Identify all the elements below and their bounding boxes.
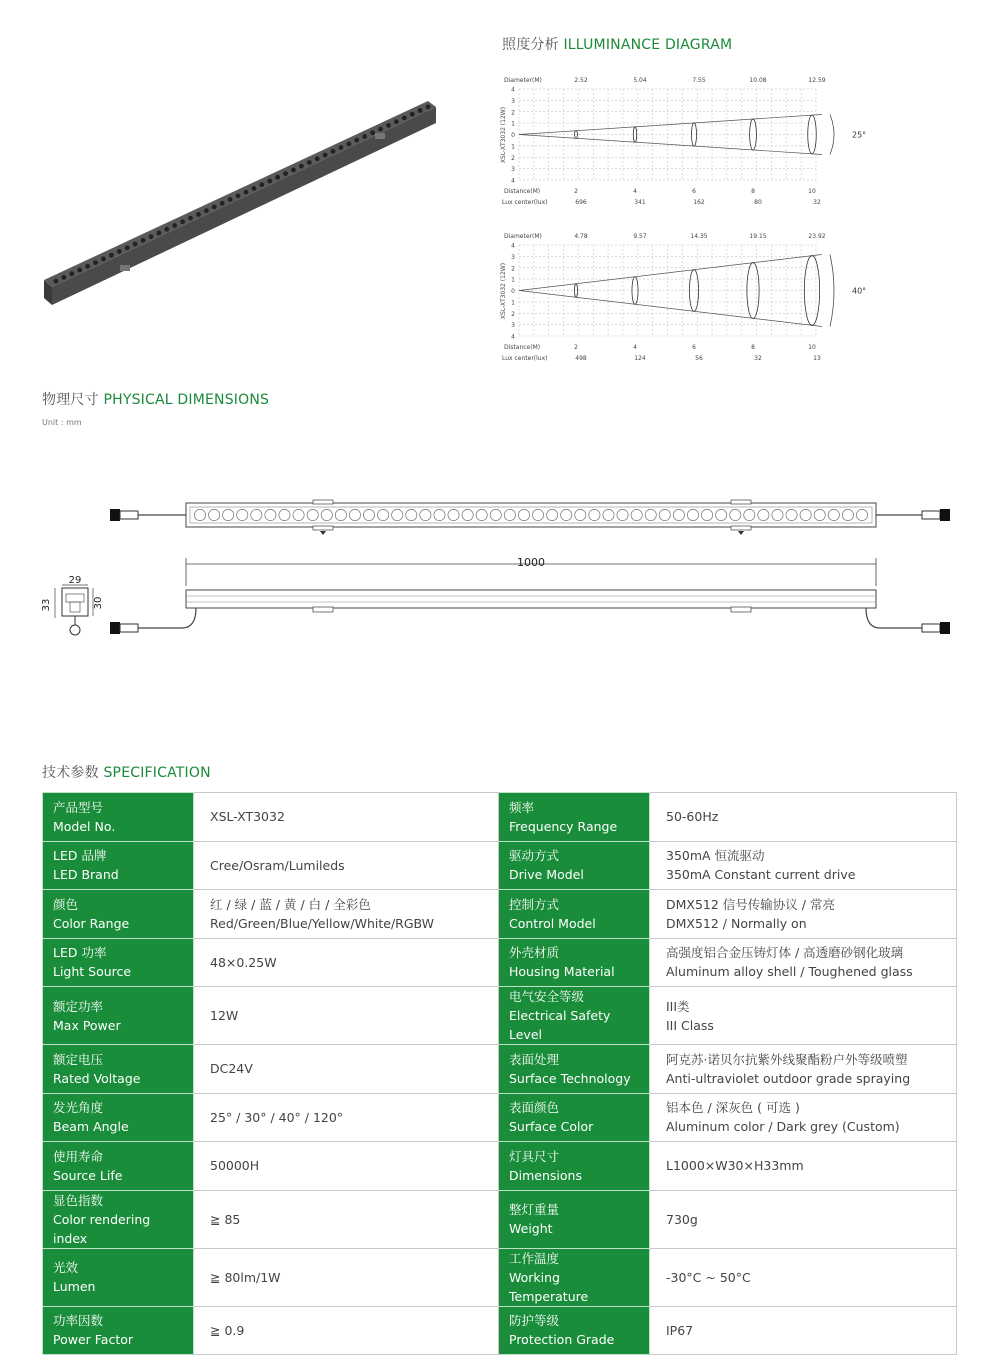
led-dot: [156, 231, 161, 236]
beam-edge: [519, 135, 822, 155]
spec-value: [650, 938, 957, 987]
led-dot: [149, 234, 154, 239]
spec-key-en: LED Brand: [53, 867, 119, 883]
spec-key-cn: 产品型号: [53, 799, 104, 815]
spec-key: [499, 890, 650, 939]
spec-key-cn: 光效: [53, 1260, 79, 1275]
spec-key-en: Max Power: [53, 1017, 121, 1033]
spec-value: [194, 1045, 499, 1094]
spec-value-line: XSL-XT3032: [210, 809, 285, 825]
distance-value: 8: [751, 344, 755, 351]
spec-value: [650, 841, 957, 890]
spec-key-en: Dimensions: [509, 1167, 582, 1183]
lux-value: 124: [634, 355, 646, 362]
beam-angle-label: 40°: [852, 286, 867, 296]
led-dot: [204, 208, 209, 213]
distance-row-label: Distance(M): [504, 188, 541, 195]
spec-key: [499, 1142, 650, 1191]
led-dot: [54, 279, 59, 284]
spec-value-line: 50000H: [210, 1158, 260, 1174]
unit-label: Unit : mm: [42, 418, 82, 427]
spec-value-line: 高强度铝合金压铸灯体 / 高透磨砂钢化玻璃: [666, 945, 904, 961]
spec-key: [43, 987, 194, 1045]
spec-value: [194, 841, 499, 890]
spec-value-line: DMX512 信号传输协议 / 常亮: [666, 896, 835, 912]
beam-edge: [519, 255, 822, 291]
diameter-value: 5.04: [633, 77, 647, 84]
spec-key: [43, 793, 194, 842]
distance-value: 10: [808, 344, 816, 351]
spec-key-cn: 外壳材质: [509, 945, 560, 961]
spec-value-line: 48×0.25W: [210, 954, 277, 970]
led-dot: [251, 186, 256, 191]
led-dot: [378, 127, 383, 132]
spec-value-line: ≧ 0.9: [210, 1322, 245, 1338]
spec-key-cn: 电气安全等级: [509, 989, 585, 1004]
spec-key-cn: 驱动方式: [509, 848, 560, 864]
led-dot: [228, 197, 233, 202]
led-dot: [188, 216, 193, 221]
led-dot: [61, 275, 66, 280]
diameter-value: 23.92: [808, 233, 826, 240]
led-dot: [125, 245, 130, 250]
spec-key-en: Electrical Safety Level: [509, 1008, 611, 1042]
spec-value-line: Aluminum alloy shell / Toughened glass: [666, 964, 913, 980]
spec-value-line: 红 / 绿 / 蓝 / 黄 / 白 / 全彩色: [210, 896, 371, 912]
length-label: 1000: [517, 556, 545, 569]
led-dot: [410, 112, 415, 117]
led-dot: [283, 171, 288, 176]
led-dot: [394, 119, 399, 124]
led-dot: [180, 219, 185, 224]
spec-value: [194, 1093, 499, 1142]
spec-key: [499, 1093, 650, 1142]
y-tick: 3: [511, 322, 515, 330]
spec-value: [194, 1306, 499, 1355]
spec-row: [43, 793, 957, 842]
spec-value-line: 730g: [666, 1211, 698, 1227]
spec-key-en: Color Range: [53, 915, 130, 931]
spec-key: [43, 1248, 194, 1306]
spec-key-cn: 频率: [509, 799, 535, 815]
distance-value: 6: [692, 188, 696, 195]
led-dot: [196, 212, 201, 217]
spec-value: [650, 1306, 957, 1355]
spec-key-cn: 灯具尺寸: [509, 1148, 560, 1164]
spec-key-en: Control Model: [509, 915, 596, 931]
physical-title: [42, 389, 269, 409]
spec-value-line: 350mA 恒流驱动: [666, 848, 765, 864]
led-dot: [109, 253, 114, 258]
spec-key: [499, 987, 650, 1045]
led-dot: [323, 153, 328, 158]
y-tick: 3: [511, 97, 515, 105]
lux-value: 498: [575, 355, 587, 362]
diameter-value: 4.78: [574, 233, 588, 240]
spec-value-line: ≧ 85: [210, 1211, 241, 1227]
beam-angle-label: 25°: [852, 130, 867, 140]
diameter-value: 14.35: [690, 233, 708, 240]
spec-key-en: Lumen: [53, 1279, 96, 1294]
led-dot: [77, 268, 82, 273]
lux-value: 162: [693, 199, 705, 206]
spec-key-en: Weight: [509, 1221, 553, 1236]
led-dot: [354, 138, 359, 143]
lux-row-label: Lux center(lux): [502, 199, 548, 206]
y-tick: 3: [511, 166, 515, 174]
spec-key-cn: 整灯重量: [509, 1202, 560, 1217]
spec-key-en: Source Life: [53, 1167, 123, 1183]
spec-key-en: Surface Technology: [509, 1070, 631, 1086]
spec-key: [43, 1306, 194, 1355]
physical-title-cn: 物理尺寸: [42, 392, 99, 408]
spec-value-line: Cree/Osram/Lumileds: [210, 857, 345, 873]
led-dot: [275, 175, 280, 180]
led-dot: [172, 223, 177, 228]
spec-value: [194, 1190, 499, 1248]
spec-value: [194, 938, 499, 987]
diameter-value: 10.08: [749, 77, 767, 84]
spec-value-line: III Class: [666, 1017, 714, 1033]
spec-key-cn: 控制方式: [509, 896, 560, 912]
spec-value-line: L1000×W30×H33mm: [666, 1158, 804, 1174]
diameter-row-label: Diameter(M): [504, 77, 542, 84]
spec-key-cn: LED 功率: [53, 945, 107, 961]
spec-value-line: 50-60Hz: [666, 809, 719, 825]
spec-value-line: Aluminum color / Dark grey (Custom): [666, 1119, 900, 1135]
spec-value: [194, 987, 499, 1045]
lux-value: 13: [813, 355, 821, 362]
led-dot: [85, 264, 90, 269]
spec-key-en: Color rendering index: [53, 1211, 151, 1246]
spec-key-en: Rated Voltage: [53, 1070, 141, 1086]
spec-key-cn: 功率因数: [53, 1313, 104, 1329]
diameter-row-label: Diameter(M): [504, 233, 542, 240]
led-dot: [426, 104, 431, 109]
spec-row: [43, 890, 957, 939]
led-dot: [141, 238, 146, 243]
spec-key-en: Protection Grade: [509, 1332, 615, 1348]
led-dot: [291, 167, 296, 172]
led-dot: [220, 201, 225, 206]
led-dot: [267, 179, 272, 184]
spec-key: [499, 793, 650, 842]
spec-row: [43, 1248, 957, 1306]
led-dot: [307, 160, 312, 165]
spec-key-cn: LED 品牌: [53, 848, 107, 864]
spec-key-en: Beam Angle: [53, 1119, 129, 1135]
diameter-value: 9.57: [633, 233, 647, 240]
led-dot: [93, 260, 98, 265]
spec-value-line: Red/Green/Blue/Yellow/White/RGBW: [210, 915, 435, 931]
spec-key: [499, 1306, 650, 1355]
spec-row: [43, 841, 957, 890]
spec-key: [499, 938, 650, 987]
spec-key: [43, 890, 194, 939]
product-image: [40, 95, 440, 310]
y-tick: 1: [511, 120, 515, 128]
y-tick: 4: [511, 86, 515, 94]
spec-key-en: Power Factor: [53, 1332, 134, 1348]
spec-key-en: Working Temperature: [509, 1269, 589, 1304]
spec-value: [194, 1142, 499, 1191]
spec-row: [43, 1142, 957, 1191]
led-dot: [370, 130, 375, 135]
spec-value-line: -30°C ~ 50°C: [666, 1269, 751, 1285]
y-tick: 4: [511, 177, 515, 185]
distance-value: 2: [574, 188, 578, 195]
spec-value-line: III类: [666, 998, 690, 1014]
spec-key-en: Drive Model: [509, 867, 584, 883]
spec-key-en: Light Source: [53, 964, 132, 980]
led-dot: [299, 164, 304, 169]
y-tick: 3: [511, 253, 515, 261]
beam-edge: [519, 115, 822, 135]
diameter-value: 7.55: [692, 77, 706, 84]
spec-value: [650, 1093, 957, 1142]
width-label: 29: [68, 575, 82, 586]
y-tick: 4: [511, 333, 515, 341]
spec-value: [650, 1045, 957, 1094]
beam-edge: [519, 291, 822, 327]
distance-value: 2: [574, 344, 578, 351]
distance-value: 4: [633, 344, 637, 351]
spec-key: [499, 1248, 650, 1306]
spec-title-cn: 技术参数: [42, 765, 99, 781]
y-tick: 0: [511, 288, 515, 295]
led-dot: [236, 193, 241, 198]
y-tick: 2: [511, 109, 515, 117]
spec-value-line: DC24V: [210, 1061, 253, 1077]
spec-key-en: Housing Material: [509, 964, 615, 980]
dimension-drawing: [0, 490, 1000, 650]
angle-bracket: [830, 115, 834, 155]
spec-key-en: Frequency Range: [509, 818, 618, 834]
spec-key-cn: 防护等级: [509, 1313, 560, 1329]
spec-value-line: 12W: [210, 1008, 239, 1023]
illuminance-title-cn: 照度分析: [502, 37, 559, 53]
led-dot: [244, 190, 249, 195]
spec-key: [43, 1093, 194, 1142]
spec-title-en: SPECIFICATION: [103, 765, 211, 781]
spec-key: [43, 841, 194, 890]
distance-row-label: Distance(M): [504, 344, 541, 351]
spec-key-en: Model No.: [53, 818, 116, 834]
diameter-value: 19.15: [749, 233, 767, 240]
spec-row: [43, 938, 957, 987]
led-dot: [339, 145, 344, 150]
physical-title-en: PHYSICAL DIMENSIONS: [103, 392, 270, 408]
spec-title: [42, 762, 211, 782]
y-tick: 1: [511, 276, 515, 284]
led-dot: [315, 156, 320, 161]
spec-table: [42, 792, 957, 1355]
spec-key-en: Surface Color: [509, 1119, 594, 1135]
distance-value: 8: [751, 188, 755, 195]
illuminance-chart-25: [500, 72, 880, 212]
spec-key: [499, 841, 650, 890]
spec-value: [650, 1190, 957, 1248]
spec-key: [43, 938, 194, 987]
spec-key-cn: 发光角度: [53, 1100, 104, 1116]
y-tick: 1: [511, 299, 515, 307]
led-dot: [418, 108, 423, 113]
y-tick: 4: [511, 242, 515, 250]
spec-key-cn: 工作温度: [509, 1250, 560, 1266]
spec-value-line: 350mA Constant current drive: [666, 867, 856, 883]
spec-key-cn: 使用寿命: [53, 1148, 104, 1164]
led-dot: [117, 249, 122, 254]
diameter-value: 2.52: [574, 77, 588, 84]
spec-key: [499, 1045, 650, 1094]
spec-key: [43, 1190, 194, 1248]
spec-value-line: DMX512 / Normally on: [666, 915, 807, 931]
led-dot: [101, 256, 106, 261]
y-tick: 2: [511, 154, 515, 162]
spec-value: [650, 1142, 957, 1191]
y-tick: 1: [511, 143, 515, 151]
distance-value: 6: [692, 344, 696, 351]
spec-value-line: 阿克苏·诺贝尔抗紫外线聚酯粉户外等级喷塑: [666, 1051, 908, 1067]
spec-value: [194, 1248, 499, 1306]
spec-key-cn: 颜色: [53, 896, 79, 912]
spec-key: [43, 1045, 194, 1094]
illuminance-title-en: ILLUMINANCE DIAGRAM: [563, 37, 733, 53]
spec-row: [43, 1306, 957, 1355]
distance-value: 10: [808, 188, 816, 195]
led-dot: [164, 227, 169, 232]
spec-value-line: IP67: [666, 1322, 694, 1338]
led-dot: [362, 134, 367, 139]
spec-key-cn: 额定功率: [53, 998, 104, 1014]
spec-key-cn: 表面处理: [509, 1051, 560, 1067]
y-tick: 2: [511, 310, 515, 318]
spec-row: [43, 1045, 957, 1094]
model-label: XSL-XT3032 (12W): [500, 262, 507, 320]
height-total-label: 33: [41, 598, 52, 612]
led-dot: [133, 242, 138, 247]
lux-value: 80: [754, 199, 762, 206]
spec-value-line: 25° / 30° / 40° / 120°: [210, 1109, 344, 1125]
spec-value-line: Anti-ultraviolet outdoor grade spraying: [666, 1070, 911, 1086]
illuminance-title: [502, 34, 732, 54]
spec-row: [43, 1190, 957, 1248]
spec-key-cn: 表面颜色: [509, 1100, 560, 1116]
spec-value: [650, 890, 957, 939]
led-dot: [331, 149, 336, 154]
spec-key: [43, 1142, 194, 1191]
led-dot: [402, 116, 407, 121]
illuminance-chart-40: [500, 228, 880, 368]
spec-key-cn: 显色指数: [53, 1192, 104, 1208]
led-dot: [69, 271, 74, 276]
spec-value: [194, 793, 499, 842]
spec-value: [650, 1248, 957, 1306]
model-label: XSL-XT3032 (12W): [500, 106, 507, 164]
distance-value: 4: [633, 188, 637, 195]
lux-value: 32: [754, 355, 762, 362]
spec-value-line: ≧ 80lm/1W: [210, 1269, 281, 1285]
diameter-value: 12.59: [808, 77, 826, 84]
led-dot: [346, 142, 351, 147]
spec-value: [650, 987, 957, 1045]
led-dot: [212, 205, 217, 210]
lux-value: 341: [634, 199, 646, 206]
spec-key: [499, 1190, 650, 1248]
lux-row-label: Lux center(lux): [502, 355, 548, 362]
lux-value: 696: [575, 199, 587, 206]
spec-key-cn: 额定电压: [53, 1051, 104, 1067]
lux-value: 56: [695, 355, 703, 362]
led-dot: [386, 123, 391, 128]
angle-bracket: [830, 255, 834, 327]
led-dot: [259, 182, 264, 187]
spec-row: [43, 1093, 957, 1142]
y-tick: 0: [511, 132, 515, 139]
spec-value: [194, 890, 499, 939]
y-tick: 2: [511, 265, 515, 273]
spec-value: [650, 793, 957, 842]
height-body-label: 30: [93, 596, 104, 610]
lux-value: 32: [813, 199, 821, 206]
spec-value-line: 铝本色 / 深灰色 ( 可选 ): [666, 1100, 800, 1116]
spec-row: [43, 987, 957, 1045]
